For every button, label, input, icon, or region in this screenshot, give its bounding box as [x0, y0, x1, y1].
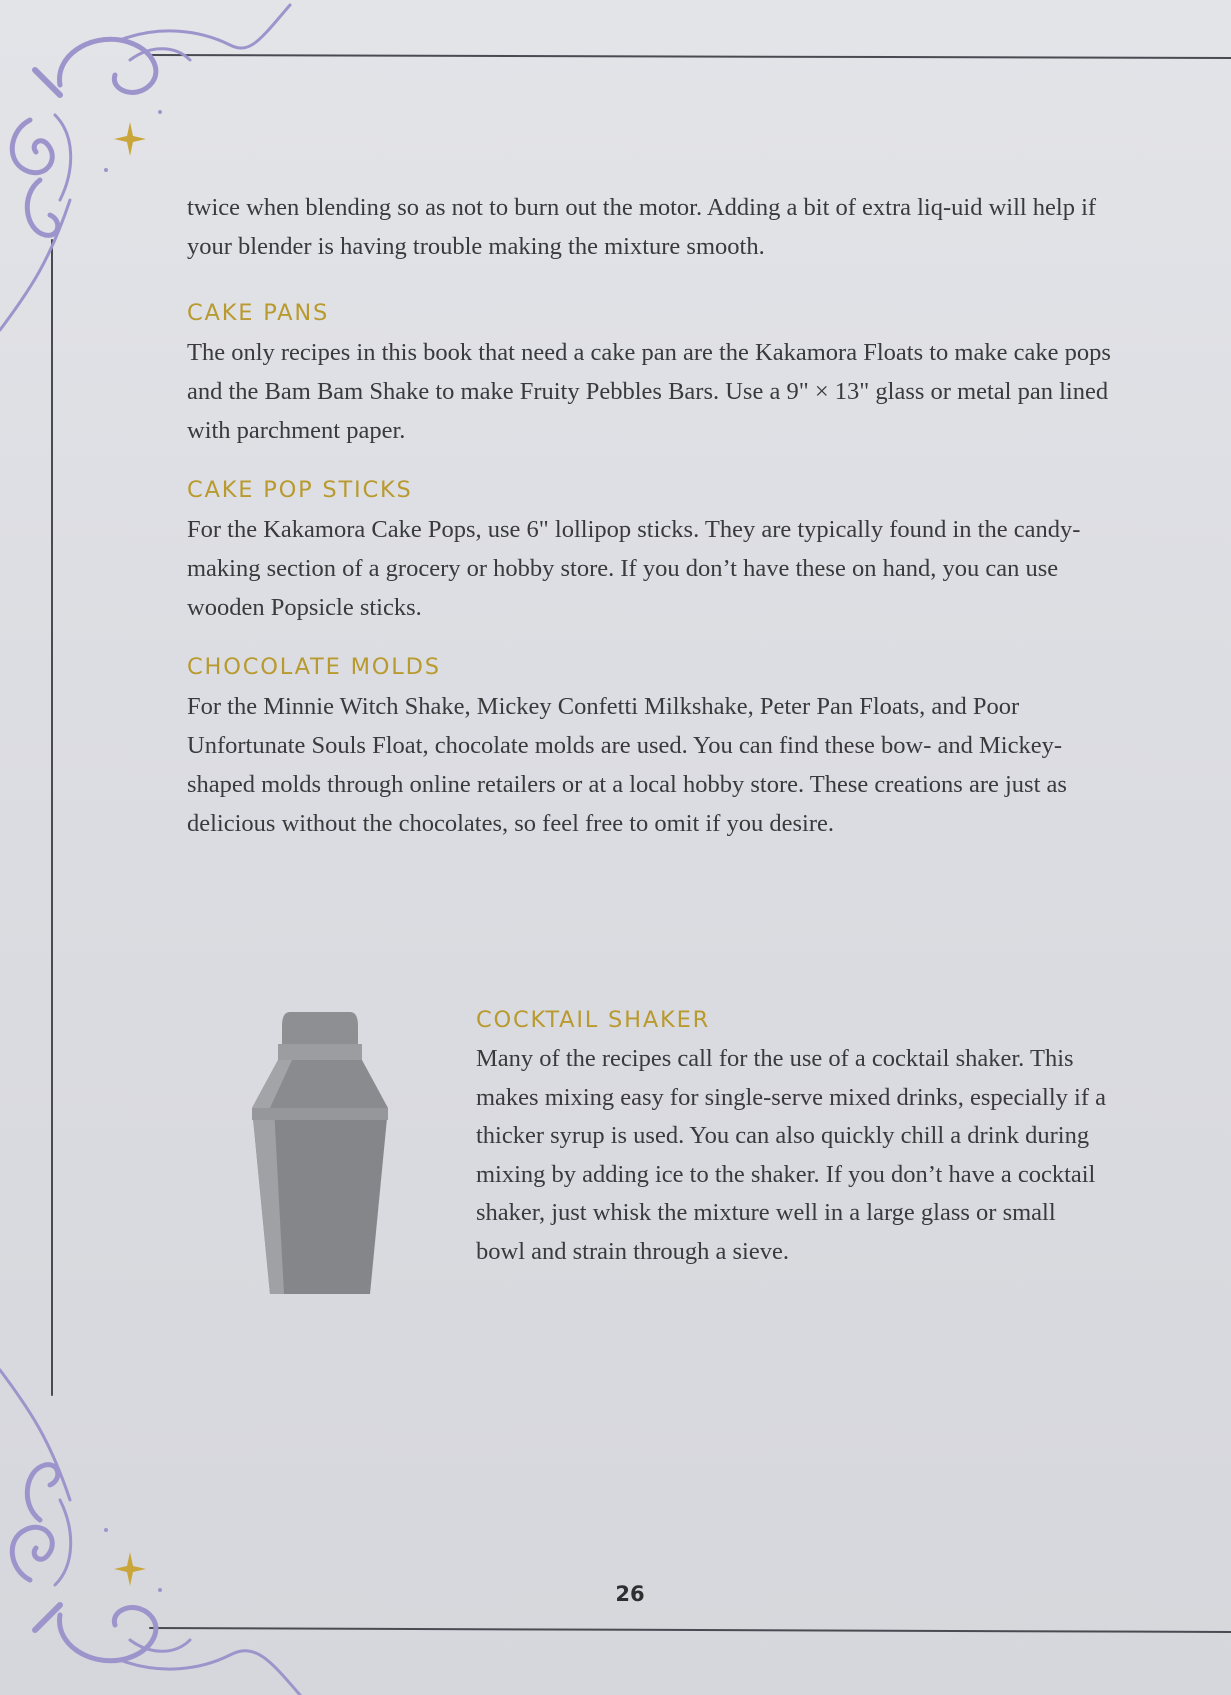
section-cake-pop-sticks	[187, 470, 1117, 627]
shaker-neck	[278, 1044, 362, 1060]
section-body: The only recipes in this book that need a cake pan are the Kakamora Floats to make cake pops and the Bam Bam Shake to make Fruity Pebbles Bars. Use a 9" × 13" glass or metal pan lined with parchment paper.	[187, 339, 1111, 444]
section-body: For the Kakamora Cake Pops, use 6" lollipop sticks. They are typically found in the candy-making section of a grocery or hobby store. If you don’t have these on hand, you can use wooden Popsicle sticks.	[187, 516, 1081, 621]
main-content	[187, 188, 1117, 843]
section-body: For the Minnie Witch Shake, Mickey Confetti Milkshake, Peter Pan Floats, and Poor Unfortunate Souls Float, chocolate molds are used. You can find these bow- and Mickey-shaped molds through online retailers or at a local hobby store. These creations are just as delicious without the chocolates, so feel free to omit if you desire.	[187, 693, 1067, 837]
top-star-icon	[114, 122, 146, 156]
intro-paragraph: twice when blending so as not to burn out the motor. Adding a bit of extra liq-uid will help if your blender is having trouble making the mixture smooth.	[187, 194, 1097, 260]
top-border-line	[150, 55, 1231, 58]
section-cocktail-shaker	[476, 1000, 1106, 1271]
section-chocolate-molds	[187, 647, 1117, 843]
section-heading: CAKE POP STICKS	[187, 477, 413, 503]
page-number: 26	[615, 1582, 645, 1606]
section-cake-pans	[187, 293, 1117, 450]
section-heading: CAKE PANS	[187, 300, 330, 326]
section-heading: COCKTAIL SHAKER	[476, 1007, 711, 1033]
shaker-cap	[282, 1012, 358, 1044]
top-left-swirl-icon	[60, 39, 156, 92]
section-body: Many of the recipes call for the use of a cocktail shaker. This makes mixing easy for single-serve mixed drinks, especially if a thicker syrup is used. You can also quickly chill a drink during mixing by adding ice to the shaker. If you don’t have a cocktail shaker, just whisk the mixture well in a large glass or small bowl and strain through a sieve.	[476, 1045, 1107, 1265]
cocktail-shaker-illustration	[248, 1008, 393, 1298]
bottom-star-icon	[114, 1552, 146, 1586]
bottom-left-swirl-icon	[60, 1608, 156, 1661]
bottom-border-line	[150, 1628, 1231, 1632]
section-heading: CHOCOLATE MOLDS	[187, 654, 441, 680]
